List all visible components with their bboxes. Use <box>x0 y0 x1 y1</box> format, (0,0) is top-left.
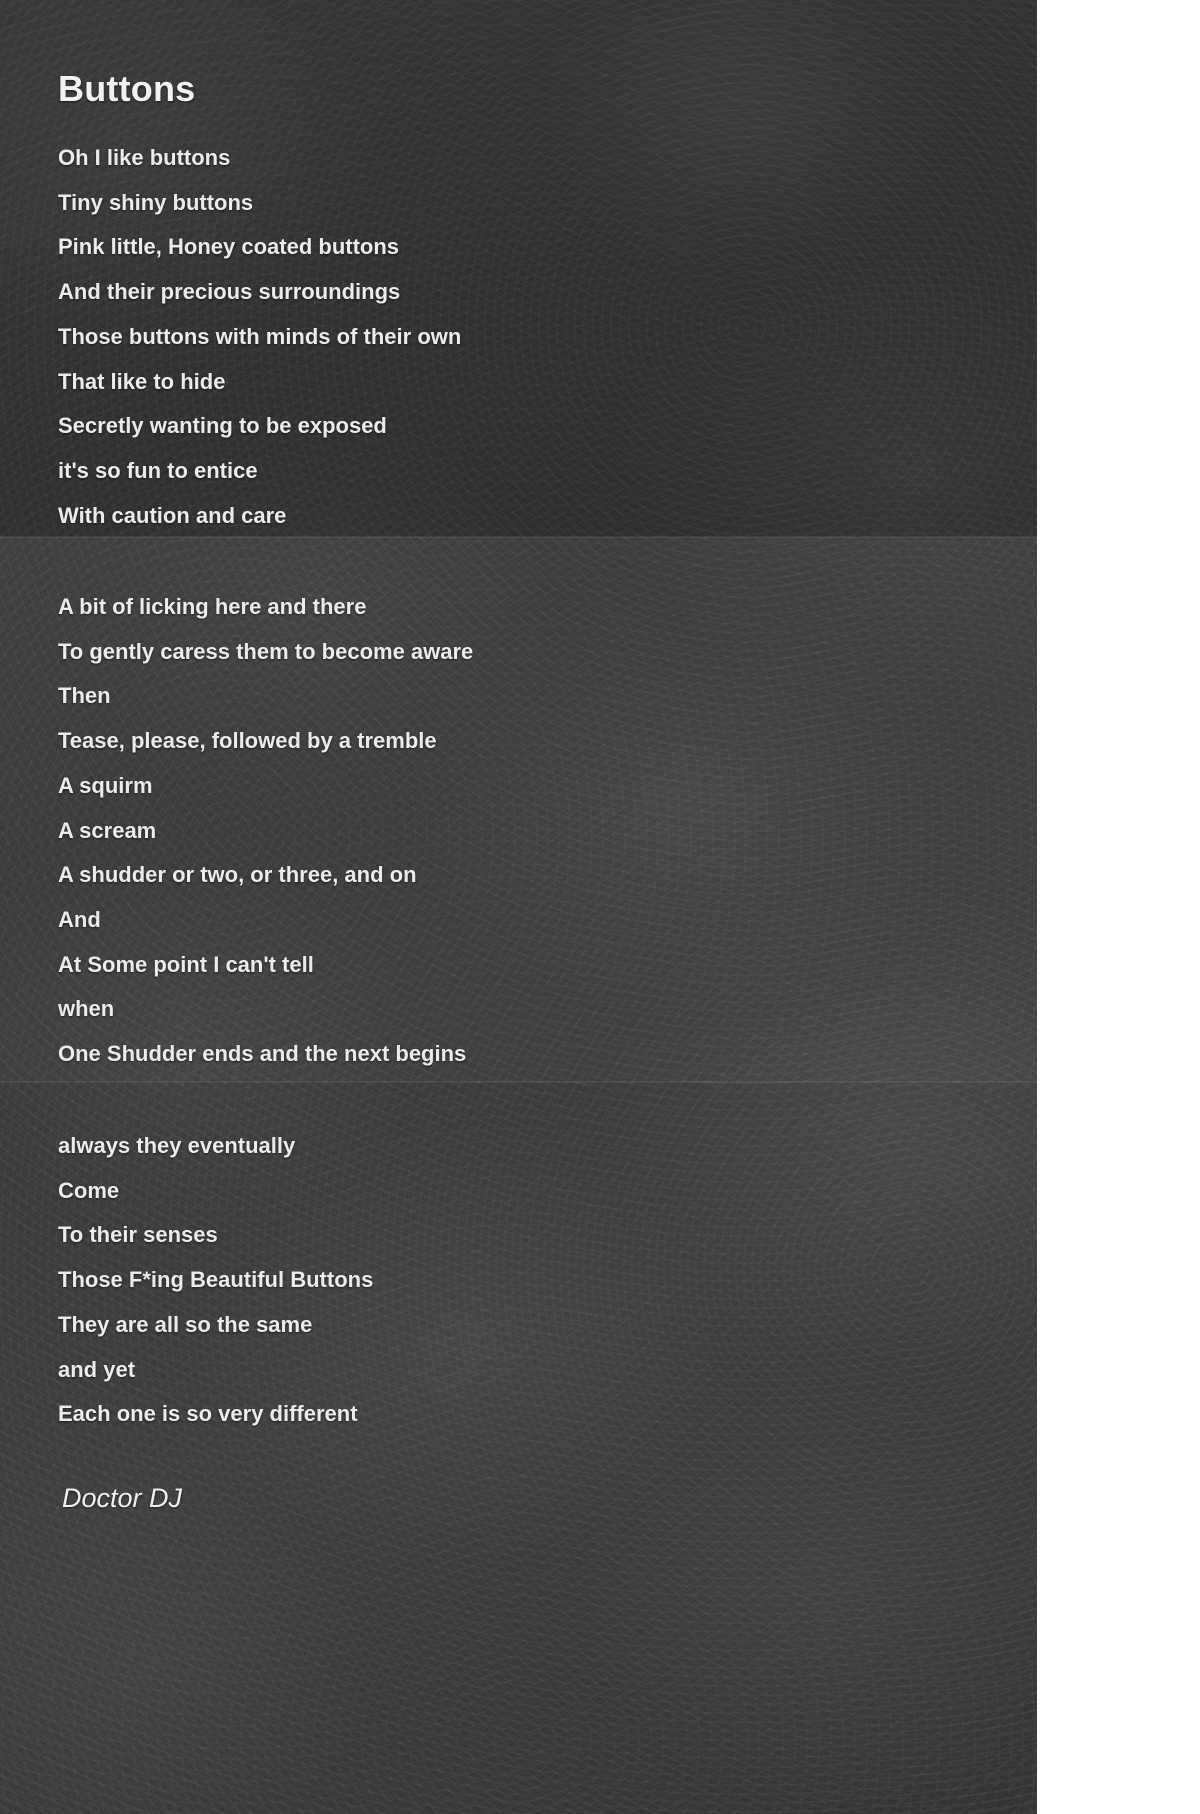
poem-line: One Shudder ends and the next begins <box>58 1041 467 1067</box>
poem-line: And <box>58 906 101 932</box>
page-right-margin <box>1037 0 1200 1814</box>
poem-line: That like to hide <box>58 368 226 394</box>
poem-line: A squirm <box>58 772 153 798</box>
page-title: Buttons <box>58 68 196 110</box>
poem-line: A scream <box>58 817 157 843</box>
poem-line: With caution and care <box>58 502 287 528</box>
poem-line: when <box>58 996 115 1022</box>
poem-line: Come <box>58 1177 120 1203</box>
poem-stanza-1 <box>58 136 958 538</box>
poem-line: Those buttons with minds of their own <box>58 323 462 349</box>
author-byline: Doctor DJ <box>62 1483 183 1513</box>
poem-line: At Some point I can't tell <box>58 951 314 977</box>
poem-line: and yet <box>58 1356 136 1382</box>
poem-line: And their precious surroundings <box>58 279 401 305</box>
band-divider-lower <box>0 1081 1037 1083</box>
poem-line: Pink little, Honey coated buttons <box>58 234 400 260</box>
poem-line: A shudder or two, or three, and on <box>58 862 417 888</box>
poem-line: Tiny shiny buttons <box>58 189 254 215</box>
poem-line: always they eventually <box>58 1133 296 1158</box>
poem-line: Tease, please, followed by a tremble <box>58 728 437 754</box>
poem-line: Oh I like buttons <box>58 145 231 170</box>
poem-line: it's so fun to entice <box>58 457 258 483</box>
poem-line: Then <box>58 683 111 709</box>
poem-line: Secretly wanting to be exposed <box>58 413 387 439</box>
poem-line: A bit of licking here and there <box>58 594 367 619</box>
poem-line: Those F*ing Beautiful Buttons <box>58 1267 374 1293</box>
poem-line: They are all so the same <box>58 1311 313 1337</box>
poem-line: To their senses <box>58 1222 218 1248</box>
poem-line: To gently caress them to become aware <box>58 638 474 664</box>
poem-stanza-2 <box>58 585 958 1077</box>
poem-line: Each one is so very different <box>58 1401 358 1427</box>
poem-stanza-3 <box>58 1124 958 1437</box>
